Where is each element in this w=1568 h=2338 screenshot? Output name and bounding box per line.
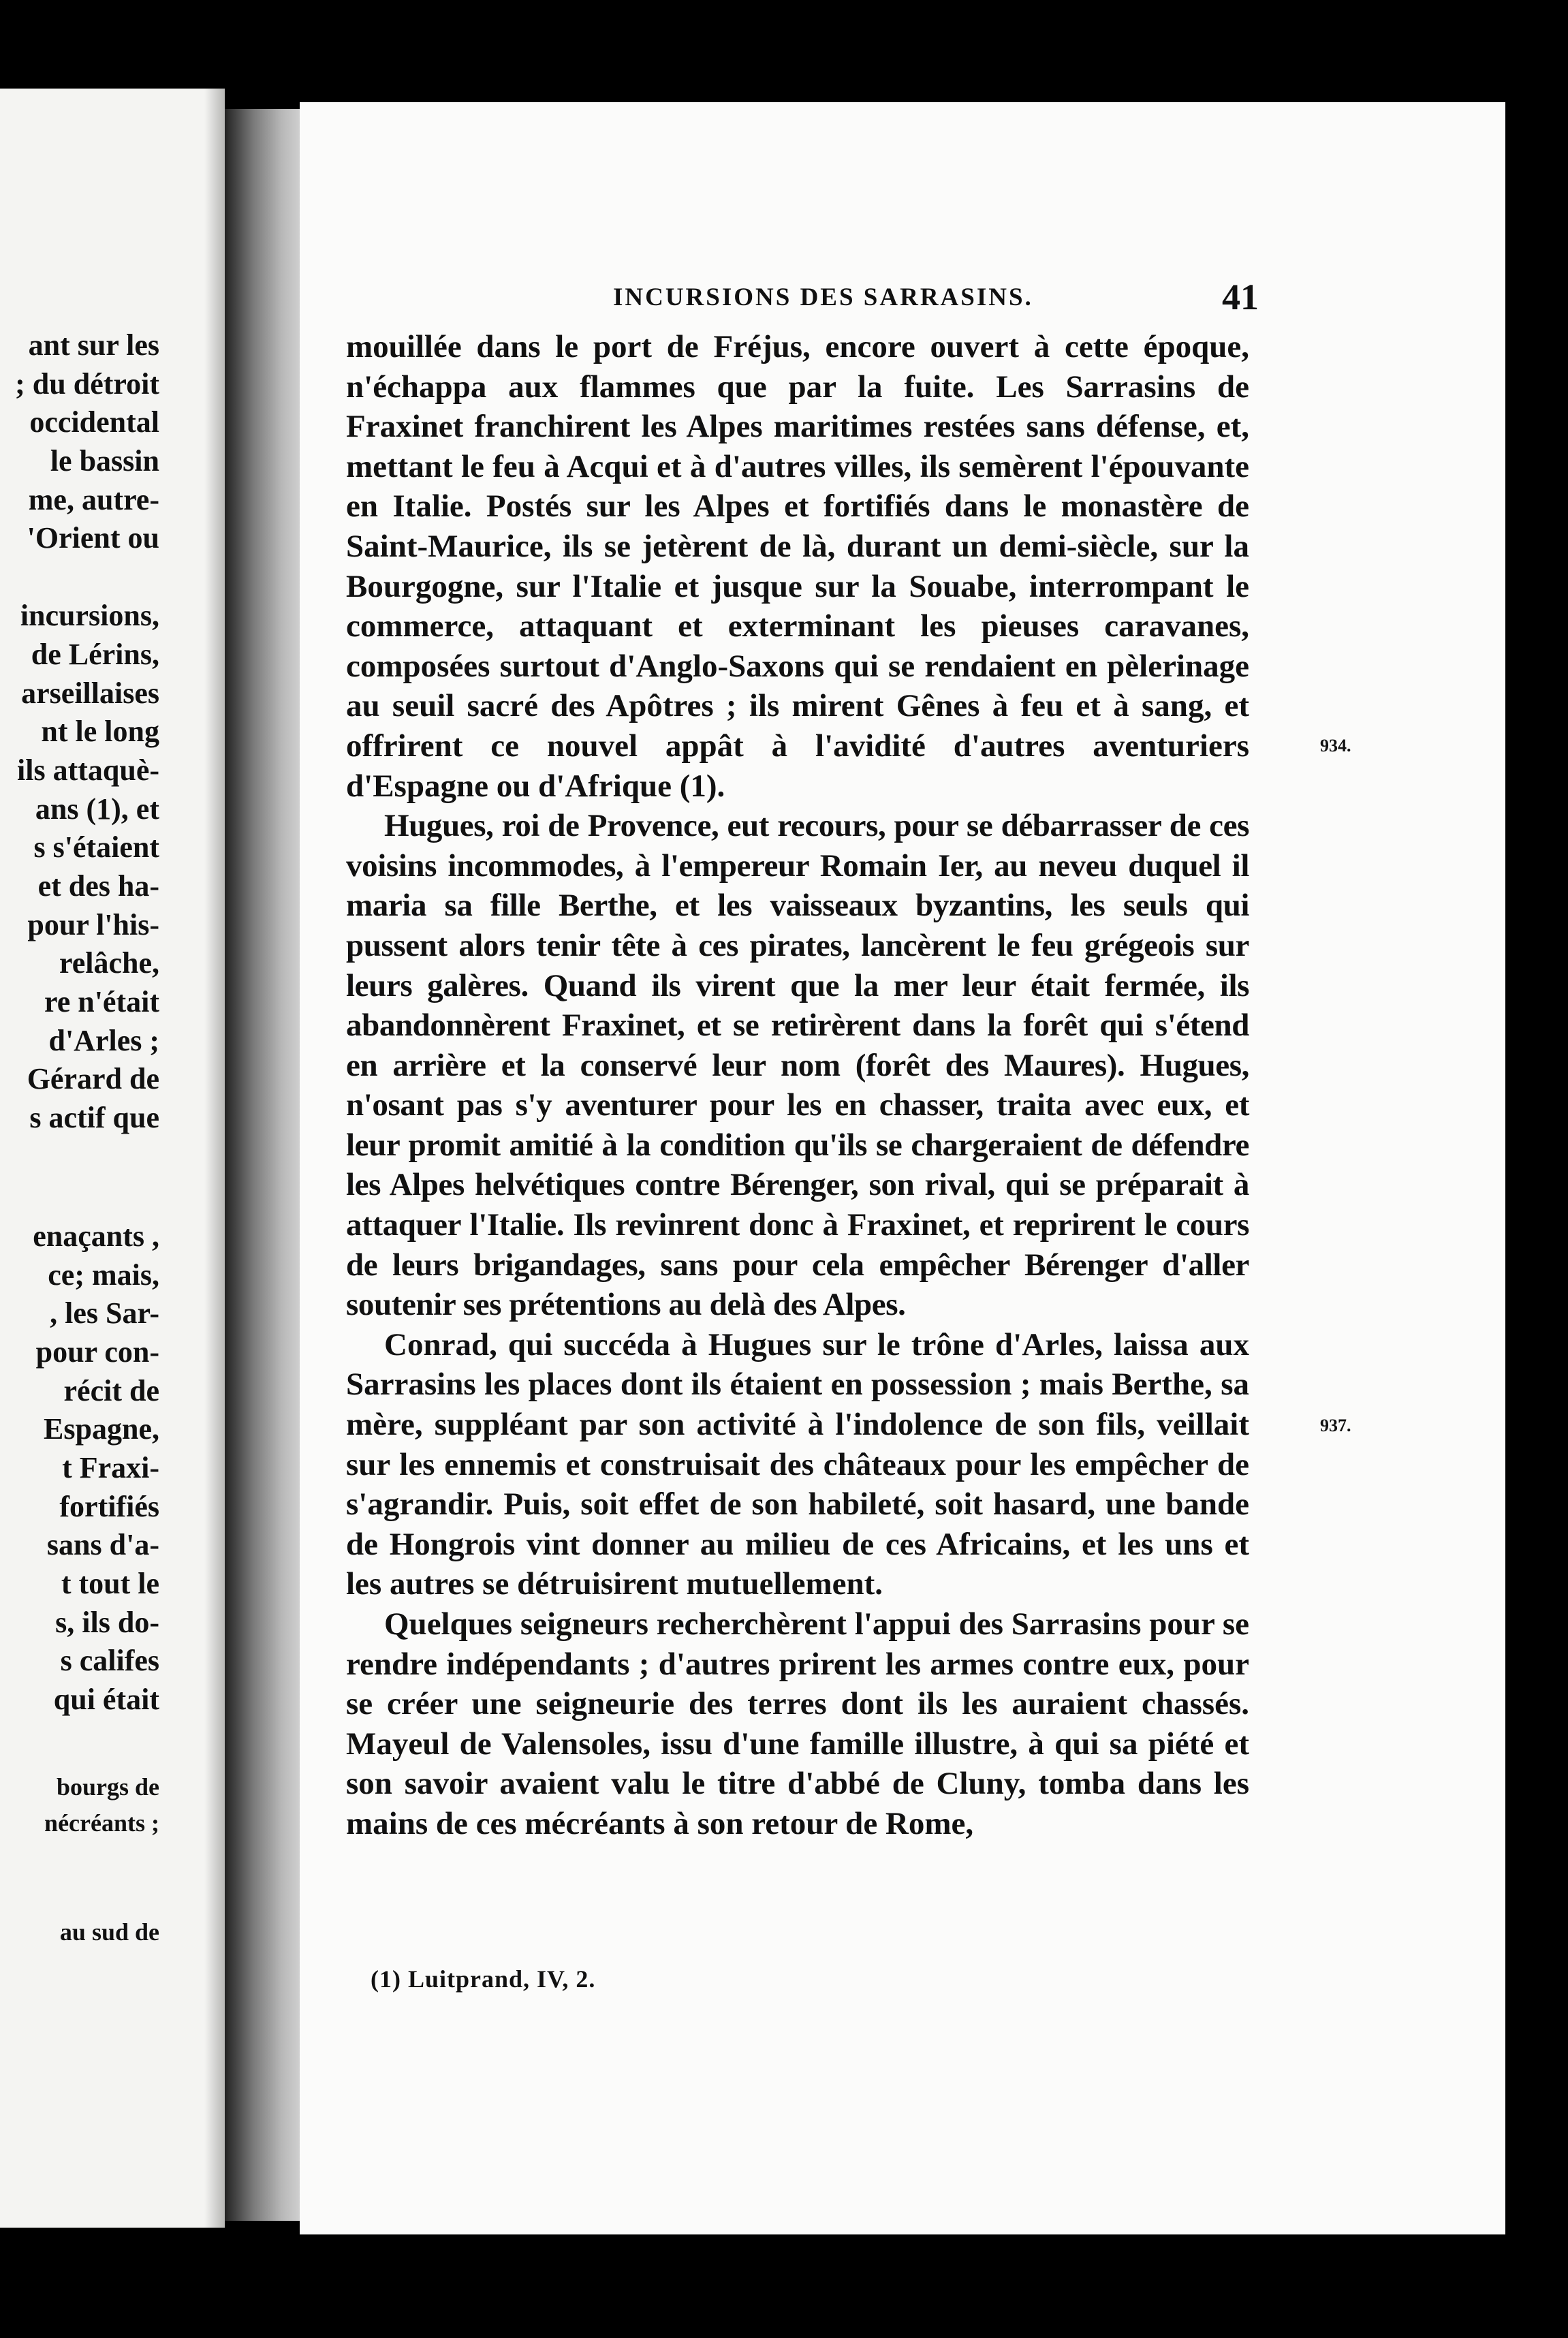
left-page-line: Espagne,: [44, 1412, 159, 1446]
body-text: [346, 327, 1249, 1844]
left-page-footnote-line: nécréants ;: [44, 1809, 159, 1837]
right-page: [300, 102, 1505, 2234]
left-page-line: t tout le: [61, 1567, 159, 1600]
left-page-line: nt le long: [41, 715, 159, 748]
left-page-line: pour l'his-: [27, 908, 159, 941]
left-page-line: le bassin: [50, 444, 159, 478]
left-page-line: me, autre-: [28, 483, 159, 516]
left-facing-page: [0, 89, 225, 2228]
paragraph: Hugues, roi de Provence, eut recours, pour se débarrasser de ces voisins incommodes, à l'empereur Romain Ier, au neveu duquel il maria sa fille Berthe, et les vaisseaux byzantins, les seuls qui pussent alors tenir tête à ces pirates, lancèrent le feu grégeois sur leurs galères. Quand ils virent que la mer leur était fermée, ils abandonnèrent Fraxinet, et se retirèrent dans la forêt qui s'étend en arrière et la conservé leur nom (forêt des Maures). Hugues, n'osant pas s'y aventurer pour les en chasser, traita avec eux, et leur promit amitié à la condition qu'ils se chargeraient de défendre les Alpes helvétiques contre Bérenger, son rival, qui se préparait à attaquer l'Italie. Ils revinrent donc à Fraxinet, et reprirent le cours de leurs brigandages, sans pour cela empêcher Bérenger d'aller soutenir ses prétentions au delà des Alpes.: [346, 808, 1249, 1323]
left-page-line: Gérard de: [27, 1062, 159, 1095]
book-gutter: [225, 109, 307, 2221]
left-page-footnote-line: bourgs de: [56, 1773, 159, 1801]
left-page-line: re n'était: [44, 985, 159, 1018]
margin-year-note: 937.: [1320, 1416, 1351, 1435]
left-page-line: ans (1), et: [35, 792, 159, 826]
left-page-line: s s'étaient: [33, 830, 159, 864]
left-page-line: s califes: [60, 1644, 159, 1677]
left-page-line: incursions,: [20, 599, 159, 632]
left-page-line: arseillaises: [21, 676, 159, 710]
running-head-title: INCURSIONS DES SARRASINS.: [613, 283, 1033, 311]
left-page-line: enaçants ,: [33, 1219, 159, 1253]
left-page-line: s, ils do-: [55, 1606, 159, 1639]
running-header: [300, 277, 1505, 324]
page-number: 41: [1222, 277, 1259, 317]
footnote: (1) Luitprand, IV, 2.: [371, 1965, 596, 1993]
left-page-footnote-line: au sud de: [59, 1918, 159, 1946]
left-page-line: relâche,: [59, 946, 159, 980]
left-page-line: ce; mais,: [48, 1258, 159, 1292]
left-page-line: qui était: [53, 1683, 159, 1716]
left-page-line: pour con-: [35, 1335, 159, 1369]
left-page-line: et des ha-: [37, 869, 159, 903]
left-page-line: fortifiés: [59, 1490, 159, 1523]
paragraph: Quelques seigneurs recherchèrent l'appui des Sarrasins pour se rendre indépendants ; d'autres prirent les armes contre eux, pour se créer une seigneurie des terres dont ils les auraient chassés. Mayeul de Valensoles, issu d'une famille illustre, à qui sa piété et son savoir avaient valu le titre d'abbé de Cluny, tomba dans les mains de ces mécréants à son retour de Rome,: [346, 1606, 1249, 1841]
left-page-line: récit de: [63, 1374, 159, 1407]
paragraph: mouillée dans le port de Fréjus, encore ouvert à cette époque, n'échappa aux flammes que par la fuite. Les Sarrasins de Fraxinet franchirent les Alpes maritimes restées sans défense, et, mettant le feu à Acqui et à d'autres villes, ils semèrent l'épouvante en Italie. Postés sur les Alpes et fortifiés dans le monastère de Saint-Maurice, ils se jetèrent de là, durant un demi-siècle, sur la Bourgogne, sur l'Italie et jusque sur la Souabe, interrompant le commerce, attaquant et exterminant les pieuses caravanes, composées surtout d'Anglo-Saxons qui se rendaient en pèlerinage au seuil sacré des Apôtres ; ils mirent Gênes à feu et à sang, et offrirent ce nouvel appât à l'avidité d'autres aventuriers d'Espagne ou d'Afrique (1).: [346, 329, 1249, 804]
left-page-line: d'Arles ;: [48, 1024, 159, 1057]
left-page-line: s actif que: [29, 1101, 159, 1134]
left-page-line: , les Sar-: [50, 1296, 159, 1330]
left-page-line: ant sur les: [28, 328, 159, 362]
page-fold-shadow: [204, 89, 225, 2228]
left-page-line: 'Orient ou: [27, 521, 159, 555]
margin-year-note: 934.: [1320, 736, 1351, 755]
paragraph: Conrad, qui succéda à Hugues sur le trône d'Arles, laissa aux Sarrasins les places dont ils étaient en possession ; mais Berthe, sa mère, suppléant par son activité à l'indolence de son fils, veillait sur les ennemis et construisait des châteaux pour les empêcher de s'agrandir. Puis, soit effet de son habileté, soit hasard, une bande de Hongrois vint donner au milieu de ces Africains, et les uns et les autres se détruisirent mutuellement.: [346, 1326, 1249, 1602]
left-page-line: occidental: [29, 405, 159, 439]
left-page-line: sans d'a-: [46, 1528, 159, 1561]
left-page-line: ils attaquè-: [17, 753, 159, 787]
left-page-line: t Fraxi-: [62, 1451, 159, 1484]
left-page-line: de Lérins,: [31, 638, 159, 671]
left-page-line: ; du détroit: [15, 367, 159, 401]
